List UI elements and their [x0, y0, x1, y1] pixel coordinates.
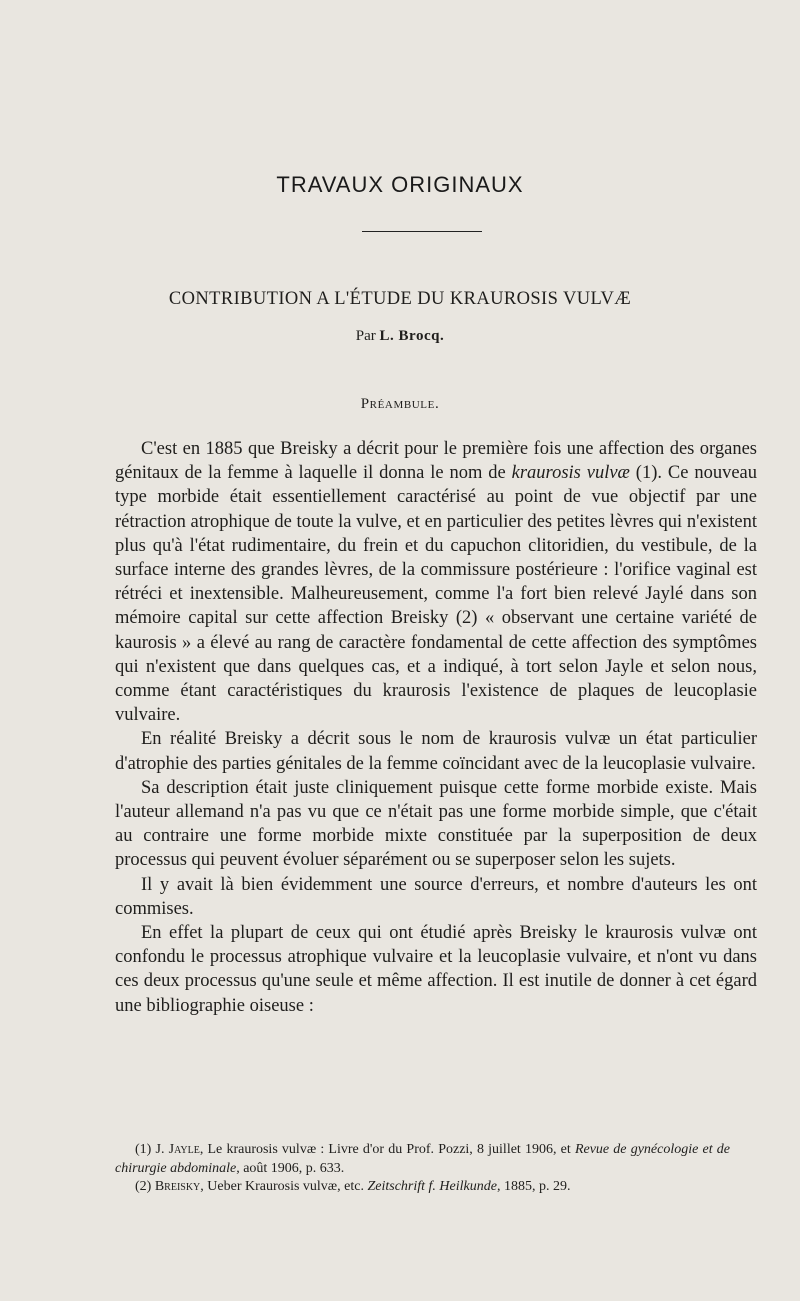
byline-prefix: Par — [355, 328, 376, 344]
paragraph-4: Il y avait là bien évidemment une source d'erreurs, et nombre d'auteurs les ont commises. — [115, 874, 757, 919]
footnotes — [115, 1141, 730, 1197]
paragraph-1: C'est en 1885 que Breisky a décrit pour le première fois une affection des organes génitaux de la femme à laquelle il donna le nom de kraurosis vulvæ (1). Ce nouveau type morbide était essentiellement caractérisé au point de vue objectif par une rétraction atrophique de toute la vulve, et en particulier des petites lèvres qui n'existent plus qu'à l'état rudimentaire, du frein et du capuchon clitoridien, du vestibule, de la surface interne des grandes lèvres, de la commissure postérieure : l'orifice vaginal est rétréci et inextensible. Malheureusement, comme l'a fort bien relevé Jaylé dans son mémoire capital sur cette affection Breisky (2) « observant une certaine variété de kaurosis » a élevé au rang de caractère fondamental de cette affection des symptômes qui n'existent que dans quelques cas, et a indiqué, à tort selon Jayle et selon nous, comme étant caractéristiques du kraurosis l'existence de plaques de leucoplasie vulvaire. — [115, 439, 757, 726]
paragraph-2: En réalité Breisky a décrit sous le nom de kraurosis vulvæ un état particulier d'atrophie des parties génitales de la femme coïncidant avec de la leucoplasie vulvaire. — [115, 729, 757, 774]
title-divider — [362, 231, 482, 232]
article-body — [115, 437, 757, 1018]
paragraph-3: Sa description était juste cliniquement puisque cette forme morbide existe. Mais l'auteur allemand n'a pas vu que ce n'était pas une forme morbide simple, que c'était au contraire une forme morbide mixte constituée par la superposition de deux processus qui peuvent évoluer séparément ou se superposer selon les sujets. — [115, 777, 757, 871]
section-heading: Préambule. — [360, 396, 440, 412]
term-kraurosis: kraurosis vulvæ — [511, 463, 630, 484]
byline — [0, 328, 800, 345]
author-name: L. Brocq. — [379, 328, 445, 344]
paragraph-5: En effet la plupart de ceux qui ont étudié après Breisky le kraurosis vulvæ ont confondu le processus atrophique vulvaire et la leucoplasie vulvaire, et n'ont vu dans ces deux processus qu'une seule et même affection. Il est inutile de donner à cet égard une bibliographie oiseuse : — [115, 923, 757, 1016]
footnote-1: (1) J. Jayle, Le kraurosis vulvæ : Livre d'or du Prof. Pozzi, 8 juillet 1906, et Revue de gynécologie et de chirurgie abdominale, août 1906, p. 633. — [115, 1142, 730, 1176]
article-title: CONTRIBUTION A L'ÉTUDE DU KRAUROSIS VULVÆ — [168, 289, 632, 309]
running-title: TRAVAUX ORIGINAUX — [276, 172, 524, 197]
footnote-2: (2) Breisky, Ueber Kraurosis vulvæ, etc. Zeitschrift f. Heilkunde, 1885, p. 29. — [135, 1179, 571, 1194]
